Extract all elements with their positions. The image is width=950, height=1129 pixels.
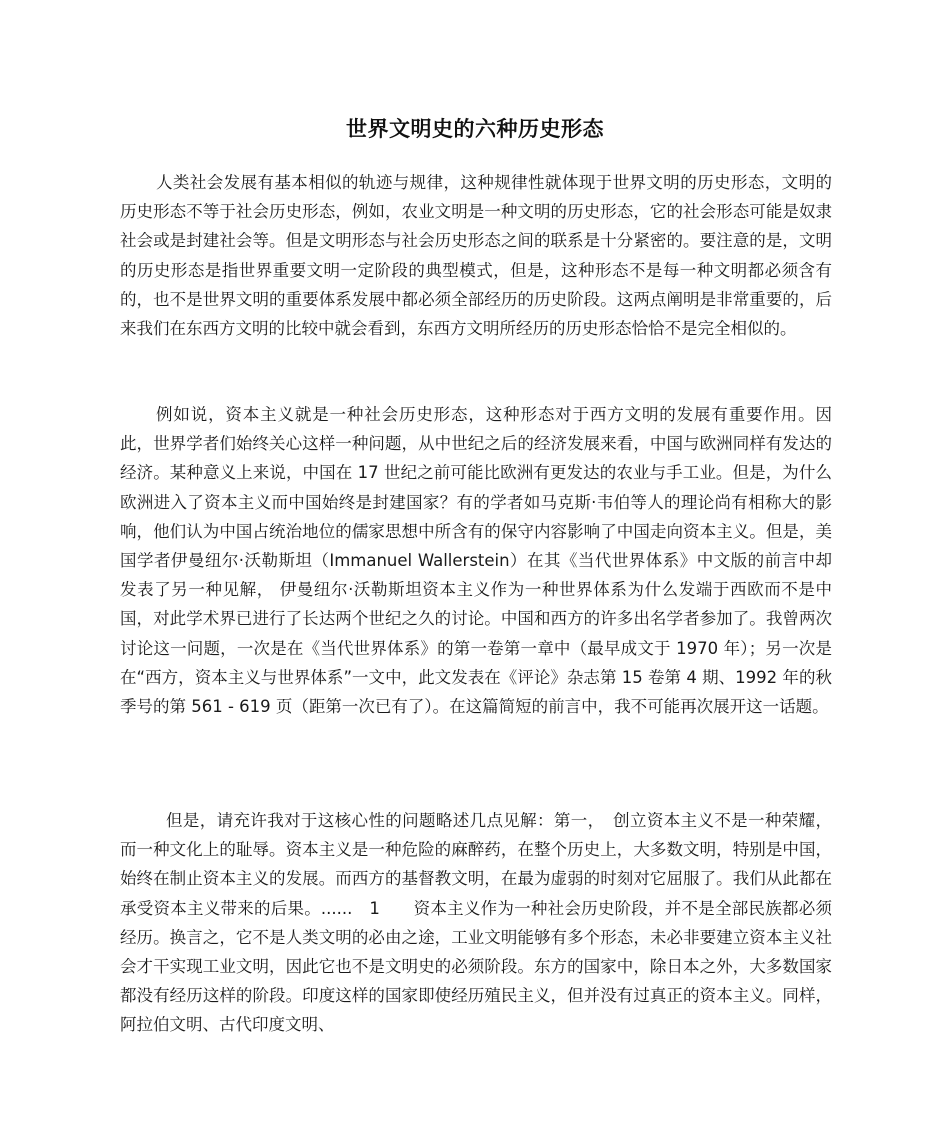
paragraph-1: 人类社会发展有基本相似的轨迹与规律，这种规律性就体现于世界文明的历史形态，文明的历史形态不等于社会历史形态，例如，农业文明是一种文明的历史形态，它的社会形态可能是奴隶社会或是封建社会等。但是文明形态与社会历史形态之间的联系是十分紧密的。要注意的是，文明的历史形态是指世界重要文明一定阶段的典型模式，但是，这种形态不是每一种文明都必须含有的，也不是世界文明的重要体系发展中都必须全部经历的历史阶段。这两点阐明是非常重要的，后来我们在东西方文明的比较中就会看到，东西方文明所经历的历史形态恰恰不是完全相似的。 <box>120 173 832 339</box>
paragraph-2: 例如说，资本主义就是一种社会历史形态，这种形态对于西方文明的发展有重要作用。因此，世界学者们始终关心这样一种问题，从中世纪之后的经济发展来看，中国与欧洲同样有发达的经济。某种意义上来说，中国在 17 世纪之前可能比欧洲有更发达的农业与手工业。但是，为什么欧洲进入了资本主义而中国始终是封建国家？有的学者如马克斯·韦伯等人的理论尚有相称大的影响，他们认为中国占统治地位的儒家思想中所含有的保守内容影响了中国走向资本主义。但是，美国学者伊曼纽尔·沃勒斯坦（Immanuel Wallerstein）在其《当代世界体系》中文版的前言中却发表了另一种见解， 伊曼纽尔·沃勒斯坦资本主义作为一种世界体系为什么发端于西欧而不是中国，对此学术界已进行了长达两个世纪之久的讨论。中国和西方的许多出名学者参加了。我曾两次讨论这一问题，一次是在《当代世界体系》的第一卷第一章中（最早成文于 1970 年）；另一次是在“西方，资本主义与世界体系”一文中，此文发表在《评论》杂志第 15 卷第 4 期、1992 年的秋季号的第 561 - 619 页（距第一次已有了）。在这篇简短的前言中，我不可能再次展开这一话题。 <box>120 405 832 717</box>
paragraph-3: 但是，请充许我对于这核心性的问题略述几点见解：第一， 创立资本主义不是一种荣耀，而一种文化上的耻辱。资本主义是一种危险的麻醉药，在整个历史上，大多数文明，特别是中国，始终在制止资本主义的发展。而西方的基督教文明，在最为虚弱的时刻对它屈服了。我们从此都在承受资本主义带来的后果。...... 1 资本主义作为一种社会历史阶段，并不是全部民族都必须经历。换言之，它不是人类文明的必由之途，工业文明能够有多个形态，未必非要建立资本主义社会才干实现工业文明，因此它也不是文明史的必须阶段。东方的国家中，除日本之外，大多数国家都没有经历这样的阶段。印度这样的国家即使经历殖民主义，但并没有过真正的资本主义。同样，阿拉伯文明、古代印度文明、 <box>120 811 832 1035</box>
document-title: 世界文明史的六种历史形态 <box>346 117 604 142</box>
